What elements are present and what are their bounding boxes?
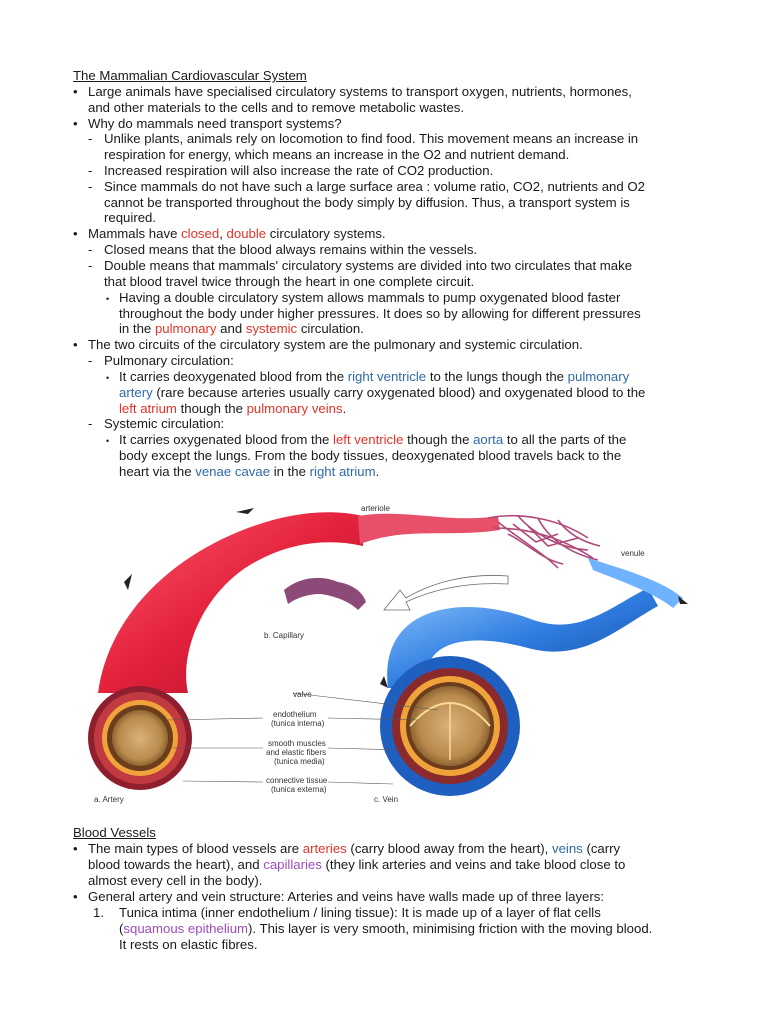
paragraph-line (119, 401, 346, 417)
paragraph-line: required. (104, 210, 157, 225)
text-run: circulatory systems. (266, 226, 386, 241)
term-systemic: systemic (245, 321, 298, 336)
paragraph-line: Tunica intima (inner endothelium / lining tissue): It is made up of a layer of flat cells (119, 905, 601, 920)
bullet-marker: • (73, 116, 78, 131)
list-number: 1. (93, 905, 104, 920)
paragraph-line (119, 385, 645, 401)
term-arteries: arteries (302, 841, 347, 856)
paragraph-line: Systemic circulation: (104, 416, 225, 431)
paragraph-line: throughout the body under higher pressures. It does so by allowing for different pressures (119, 306, 641, 321)
label-valve: valve (293, 690, 312, 699)
return-arrow (384, 575, 508, 610)
text-run: though the (176, 401, 247, 416)
term-right-atrium: right atrium (309, 464, 376, 479)
label-tunica-interna: (tunica interna) (271, 719, 325, 728)
vein-cross-section (380, 656, 520, 796)
term-left-atrium: left atrium (119, 401, 177, 416)
section-heading: Blood Vessels (73, 825, 156, 840)
label-tunica-media: (tunica media) (274, 757, 325, 766)
dash-marker: - (88, 131, 93, 146)
dash-marker: - (88, 163, 93, 178)
label-capillary: b. Capillary (264, 631, 305, 640)
term-capillaries: capillaries (263, 857, 322, 872)
paragraph-line: almost every cell in the body). (88, 873, 263, 888)
paragraph-line: that blood travel twice through the heart in one complete circuit. (104, 274, 475, 289)
label-elastic-fibers: and elastic fibers (266, 748, 327, 757)
flow-arrow (124, 574, 132, 590)
paragraph-line (119, 921, 652, 937)
term-aorta: aorta (473, 432, 504, 447)
text-run: ). This layer is very smooth, minimising friction with the moving blood. (248, 921, 653, 936)
arteriole-vessel (358, 514, 500, 544)
text-run: circulation. (297, 321, 364, 336)
artery-cross-section (88, 686, 192, 790)
paragraph-line (119, 464, 379, 480)
paragraph-line: Large animals have specialised circulatory systems to transport oxygen, nutrients, hormones, (88, 84, 632, 99)
page-title: The Mammalian Cardiovascular System (73, 68, 307, 83)
text-run: (carry blood away from the heart), (346, 841, 552, 856)
dash-marker: - (88, 353, 93, 368)
label-smooth-muscles: smooth muscles (268, 739, 326, 748)
paragraph-line: It rests on elastic fibres. (119, 937, 258, 952)
text-run: The main types of blood vessels are (88, 841, 303, 856)
bullet-marker: • (73, 889, 78, 904)
text-run: Mammals have (88, 226, 182, 241)
paragraph-line: cannot be transported throughout the body simply by diffusion. Thus, a transport system is (104, 195, 630, 210)
dash-marker: - (88, 242, 93, 257)
paragraph-line: The two circuits of the circulatory system are the pulmonary and systemic circulation. (88, 337, 583, 352)
text-run: It carries oxygenated blood from the (119, 432, 334, 447)
term-closed: closed (181, 226, 220, 241)
bullet-marker: • (73, 841, 78, 856)
sub-bullet-marker: • (106, 294, 110, 304)
text-run: , (219, 226, 227, 241)
paragraph-line: Unlike plants, animals rely on locomotion to find food. This movement means an increase in (104, 131, 639, 146)
text-run: (carry (582, 841, 621, 856)
dash-marker: - (88, 179, 93, 194)
label-artery: a. Artery (94, 795, 124, 804)
paragraph-line: body except the lungs. From the body tissues, deoxygenated blood travels back to the (119, 448, 622, 463)
label-venule: venule (621, 549, 645, 558)
text-run: It carries deoxygenated blood from the (119, 369, 348, 384)
text-run: in the (119, 321, 155, 336)
flow-arrow (236, 508, 254, 514)
artery-vessel (98, 512, 363, 693)
sub-bullet-marker: • (106, 436, 110, 446)
paragraph-line: Increased respiration will also increase the rate of CO2 production. (104, 163, 494, 178)
text-run: in the (270, 464, 310, 479)
flow-arrow (380, 676, 388, 688)
text-run: ( (119, 921, 124, 936)
term-veins: veins (551, 841, 583, 856)
term-venae-cavae: venae cavae (195, 464, 271, 479)
dash-marker: - (88, 258, 93, 273)
text-run: though the (403, 432, 474, 447)
term-squamous-epithelium: squamous epithelium (123, 921, 249, 936)
text-run: to the lungs though the (426, 369, 568, 384)
dash-marker: - (88, 416, 93, 431)
term-pulmonary: pulmonary (154, 321, 217, 336)
paragraph-line (88, 857, 625, 873)
text-run: to all the parts of the (503, 432, 627, 447)
paragraph-line: Why do mammals need transport systems? (88, 116, 342, 131)
blood-vessel-diagram (88, 498, 700, 810)
capillary-bed (488, 516, 600, 568)
text-run: heart via the (119, 464, 196, 479)
label-connective-tissue: connective tissue (266, 776, 328, 785)
paragraph-line: Double means that mammals' circulatory systems are divided into two circulates that make (104, 258, 633, 273)
label-tunica-externa: (tunica externa) (271, 785, 327, 794)
bullet-marker: • (73, 84, 78, 99)
paragraph-line (88, 841, 620, 857)
term-pulmonary: pulmonary (567, 369, 630, 384)
paragraph-line (119, 369, 629, 385)
label-endothelium: endothelium (273, 710, 317, 719)
label-arteriole: arteriole (361, 504, 390, 513)
text-run: and (216, 321, 246, 336)
paragraph-line: respiration for energy, which means an increase in the O2 and nutrient demand. (104, 147, 570, 162)
term-double: double (226, 226, 267, 241)
sub-bullet-marker: • (106, 373, 110, 383)
term-artery: artery (119, 385, 153, 400)
bullet-marker: • (73, 337, 78, 352)
paragraph-line: and other materials to the cells and to remove metabolic wastes. (88, 100, 465, 115)
text-run: (they link arteries and veins and take blood close to (321, 857, 626, 872)
paragraph-line: Closed means that the blood always remains within the vessels. (104, 242, 478, 257)
paragraph-line (88, 226, 386, 242)
paragraph-line (119, 321, 364, 337)
term-left-ventricle: left ventricle (333, 432, 404, 447)
flow-arrow (678, 596, 688, 604)
paragraph-line (119, 432, 626, 448)
text-run: (rare because arteries usually carry oxygenated blood) and oxygenated blood to the (152, 385, 646, 400)
paragraph-line: Having a double circulatory system allows mammals to pump oxygenated blood faster (119, 290, 621, 305)
term-pulmonary-veins: pulmonary veins (246, 401, 343, 416)
text-run: . (375, 464, 380, 479)
term-right-ventricle: right ventricle (347, 369, 427, 384)
paragraph-line: Pulmonary circulation: (104, 353, 234, 368)
bullet-marker: • (73, 226, 78, 241)
label-vein: c. Vein (374, 795, 399, 804)
paragraph-line: Since mammals do not have such a large surface area : volume ratio, CO2, nutrients and O2 (104, 179, 645, 194)
text-run: blood towards the heart), and (88, 857, 264, 872)
text-run: . (342, 401, 347, 416)
capillary-tube (284, 578, 366, 610)
paragraph-line: General artery and vein structure: Arteries and veins have walls made up of three layers: (88, 889, 605, 904)
